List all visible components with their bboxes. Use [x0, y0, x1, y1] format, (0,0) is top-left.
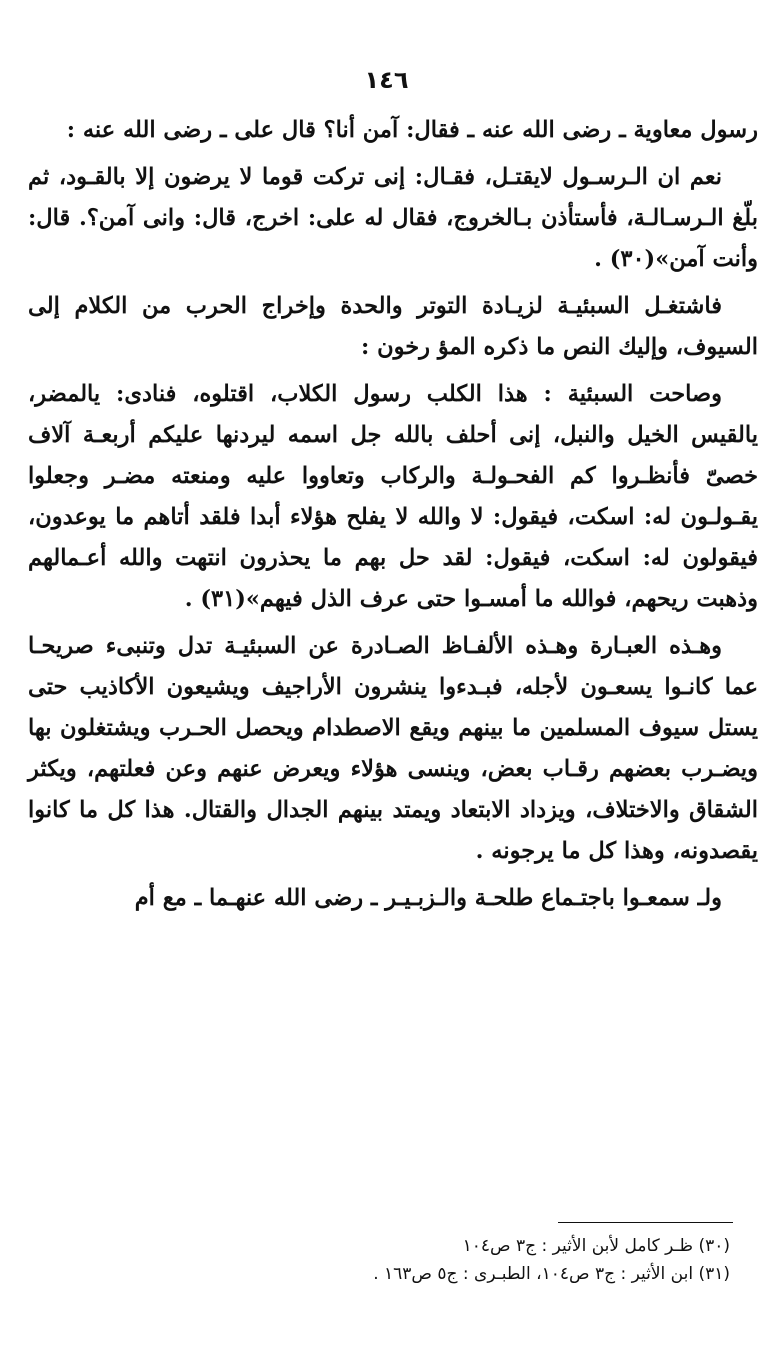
paragraph-6: ولـ سمعـوا باجتـماع طلحـة والـزبـيـر ـ رضى الله عنهـما ـ مع أم — [134, 885, 722, 911]
footnote-divider — [558, 1222, 733, 1223]
page-number: ١٤٦ — [364, 66, 409, 94]
footnote-30: (٣٠) ظـر كامل لأبن الأثير : ج٣ ص١٠٤ — [462, 1236, 730, 1256]
footnotes — [40, 1232, 730, 1288]
paragraph-5: وهـذه العبـارة وهـذه الألفـاظ الصـادرة عن السبئيـة تدل وتنبىء صريحـا عما كانـوا يسعـون لأجله، فبـدءوا ينشرون الأراجيف ويشيعون الأكاذيب حتى يستل سيوف المسلمين ما بينهم ويقع الاصطدام ويحصل الحـرب ويشتغلون بها ويضـرب بعضهم رقـاب بعض، وينسى هؤلاء ويعرض عنهم وعن فعلتهم، ويكثر الشقاق والاختلاف، ويزداد الابتعاد ويمتد بينهم الجدال والقتال. هذا كل ما كانوا يقصدونه، وهذا كل ما يرجونه . — [28, 633, 758, 864]
paragraph-3: فاشتغـل السبئيـة لزيـادة التوتر والحدة وإخراج الحرب من الكلام إلى السيوف، وإليك النص ما ذكره المؤ رخون : — [28, 293, 758, 360]
footnote-31: (٣١) ابن الأثير : ج٣ ص١٠٤، الطبـرى : ج٥ ص١٦٣ . — [373, 1264, 730, 1284]
paragraph-4: وصاحت السبئية : هذا الكلب رسول الكلاب، اقتلوه، فنادى: يالمضر، يالقيس الخيل والنبل، إنى أحلف بالله جل اسمه ليردنها عليكم أربعـة آلاف خصىّ فأنظـروا كم الفحـولـة والركاب وتعاووا عليه ومنعته مضـر وجعلوا يقـولـون له: اسكت، فيقول: لا والله لا يفلح هؤلاء أبدا فلقد أتاهم ما يوعدون، فيقولون له: اسكت، فيقول: لقد حل بهم ما يحذرون انتهت والله أعـمالهم وذهبت ريحهم، فوالله ما أمسـوا حتى عرف الذل فيهم»(٣١) . — [28, 381, 758, 612]
paragraph-1: رسول معاوية ـ رضى الله عنه ـ فقال: آمن أنا؟ قال على ـ رضى الله عنه : — [66, 117, 758, 143]
body-text — [28, 110, 758, 925]
paragraph-2: نعم ان الـرسـول لايقتـل، فقـال: إنى تركت قوما لا يرضون إلا بالقـود، ثم بلّغ الـرسـالـة، فأستأذن بـالخروج، فقال له على: اخرج، قال: وانى آمن؟. قال: وأنت آمن»(٣٠) . — [28, 164, 758, 272]
